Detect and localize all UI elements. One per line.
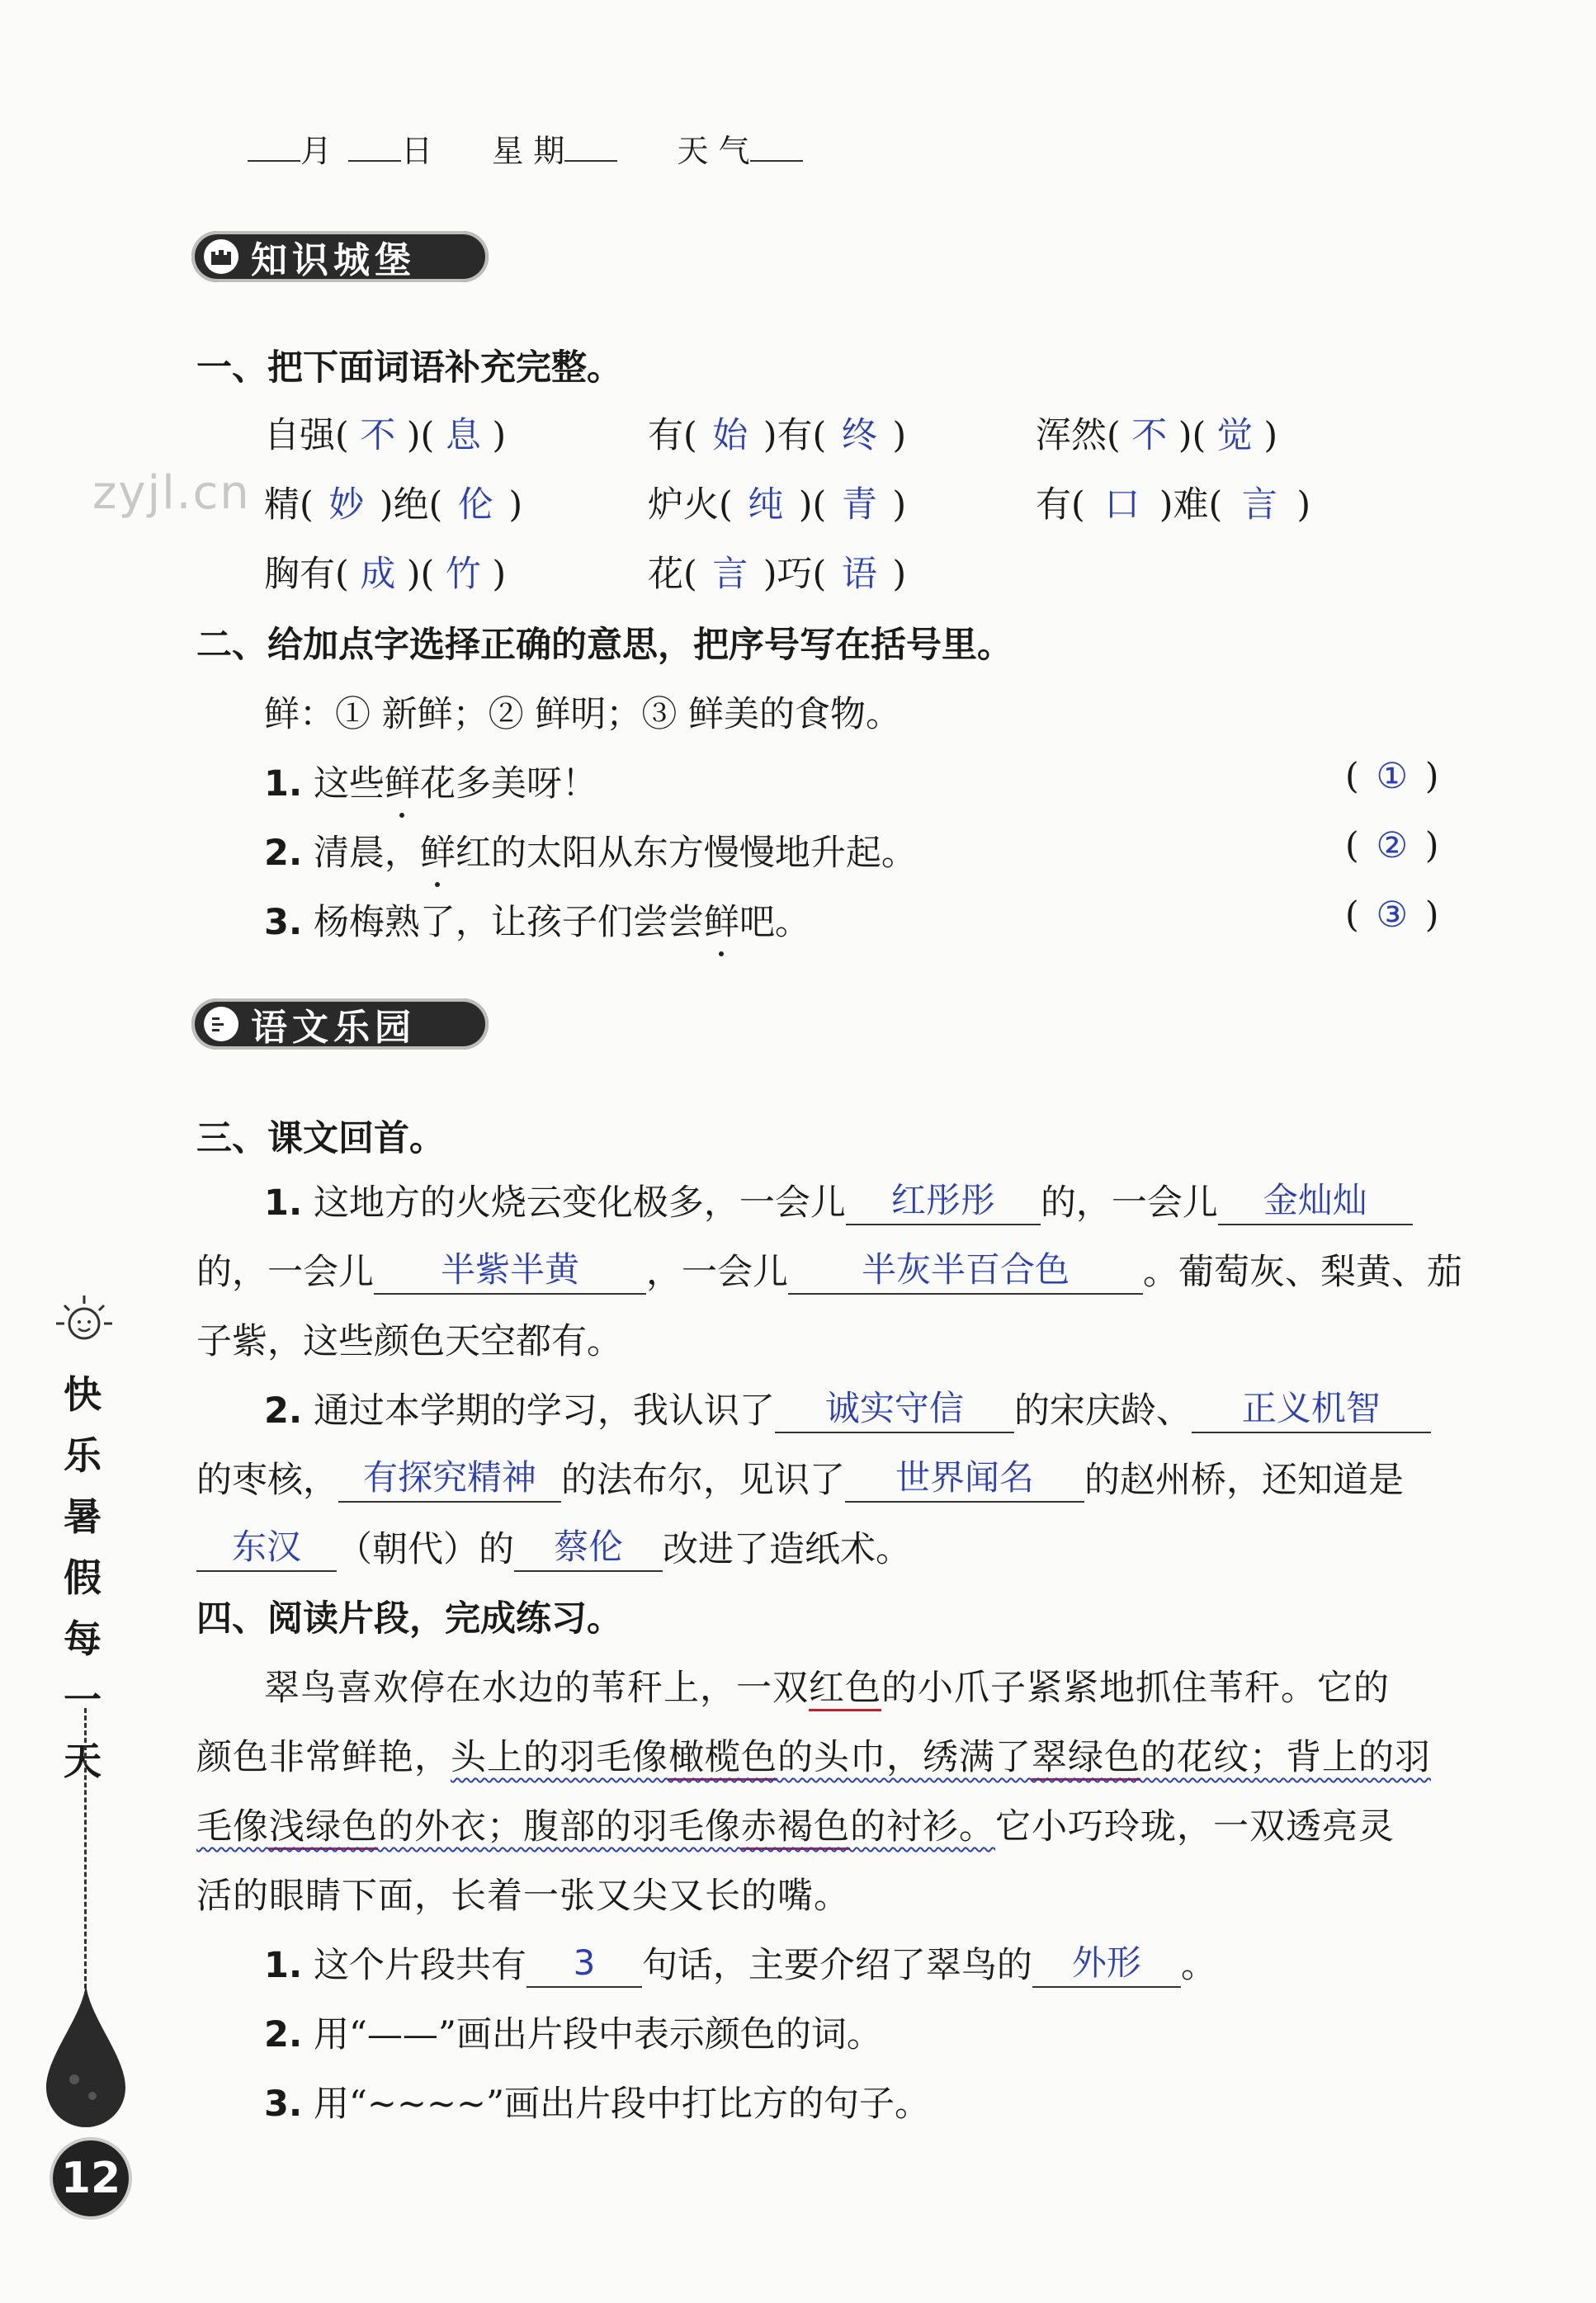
q1-item: 胸有( 成 )( 竹 ) (264, 554, 507, 595)
q2-answer: ( ③ ) (1345, 894, 1439, 936)
book-icon (203, 1006, 239, 1042)
answer-blank: 金灿灿 (1218, 1177, 1413, 1225)
q2-answer: ( ② ) (1345, 825, 1439, 866)
q4-title: 四、阅读片段，完成练习。 (196, 1598, 622, 1640)
q4-item: 1. 这个片段共有 3 句话，主要介绍了翠鸟的 外形 。 (264, 1937, 1216, 1988)
passage-line: 翠鸟喜欢停在水边的苇秆上，一双红色的小爪子紧紧地抓住苇秆。它的 (264, 1660, 1390, 1711)
q1-item: 有( 口 )难( 言 ) (1036, 484, 1311, 526)
q3-p1-line2: 的，一会儿 半紫半黄 ，一会儿 半灰半百合色 。葡萄灰、梨黄、茄 (196, 1244, 1462, 1295)
passage-line: 颜色非常鲜艳，头上的羽毛像橄榄色的头巾，绣满了翠绿色的花纹；背上的羽 (196, 1730, 1431, 1780)
side-dashed-line (84, 1708, 87, 1989)
banner-title: 语文乐园 (251, 1007, 416, 1049)
day-label: 日 (401, 133, 433, 169)
answer-blank: 半紫半黄 (374, 1247, 646, 1295)
week-label: 星 期 (492, 133, 565, 169)
answer-blank: 正义机智 (1192, 1385, 1431, 1433)
q3-p2-line1: 2. 通过本学期的学习，我认识了 诚实守信 的宋庆龄、 正义机智 (264, 1383, 1431, 1433)
q1-item: 自强( 不 )( 息 ) (264, 415, 507, 456)
q3-p1-line3: 子紫，这些颜色天空都有。 (196, 1321, 622, 1362)
q3-p1-line1: 1. 这地方的火烧云变化极多，一会儿 红彤彤 的，一会儿 金灿灿 (264, 1175, 1413, 1225)
answer-blank: 世界闻名 (845, 1455, 1084, 1503)
banner-title: 知识城堡 (251, 239, 416, 281)
page-number: 12 (50, 2137, 132, 2220)
q1-item: 炉火( 纯 )( 青 ) (648, 484, 907, 526)
q2-item: 2. 清晨，鲜红的太阳从东方慢慢地升起。 (264, 833, 917, 874)
answer-blank: 半灰半百合色 (788, 1247, 1143, 1295)
date-line (248, 125, 803, 171)
q3-p2-line2: 的枣核， 有探究精神 的法布尔，见识了 世界闻名 的赵州桥，还知道是 (196, 1452, 1404, 1503)
castle-icon (203, 238, 239, 275)
answer-blank: 红彤彤 (846, 1177, 1041, 1225)
passage-line: 毛像浅绿色的外衣；腹部的羽毛像赤褐色的衬衫。它小巧玲珑，一双透亮灵 (196, 1799, 1395, 1849)
drop-icon (46, 1980, 125, 2129)
q1-item: 花( 言 )巧( 语 ) (648, 554, 907, 595)
passage-line: 活的眼睛下面，长着一张又尖又长的嘴。 (196, 1876, 850, 1917)
q3-p2-line3: 东汉 （朝代）的 蔡伦 改进了造纸术。 (196, 1522, 911, 1572)
answer-blank: 蔡伦 (514, 1524, 663, 1572)
section-banner-knowledge (191, 231, 489, 282)
section-banner-chinese (191, 998, 489, 1050)
answer-blank: 有探究精神 (338, 1455, 561, 1503)
q3-title: 三、课文回首。 (196, 1118, 445, 1159)
answer-blank: 3 (526, 1940, 642, 1988)
weather-label: 天 气 (677, 133, 750, 169)
q1-item: 精( 妙 )绝( 伦 ) (264, 484, 523, 526)
q2-item: 1. 这些鲜花多美呀！ (264, 763, 597, 805)
sun-icon (51, 1287, 117, 1353)
q4-item: 3. 用“~~~~”画出片段中打比方的句子。 (264, 2084, 931, 2125)
q1-item: 浑然( 不 )( 觉 ) (1036, 415, 1278, 456)
q1-title: 一、把下面词语补充完整。 (196, 347, 622, 389)
q1-item: 有( 始 )有( 终 ) (648, 415, 907, 456)
q2-item: 3. 杨梅熟了，让孩子们尝尝鲜吧。 (264, 902, 810, 943)
answer-blank: 东汉 (196, 1524, 337, 1572)
q2-title: 二、给加点字选择正确的意思，把序号写在括号里。 (196, 625, 1013, 666)
q4-item: 2. 用“——”画出片段中表示颜色的词。 (264, 2014, 882, 2055)
answer-blank: 诚实守信 (775, 1385, 1014, 1433)
watermark: zyjl.cn (92, 466, 251, 520)
answer-blank: 外形 (1032, 1940, 1181, 1988)
side-title: 快 乐 暑 假 每 一 天 (64, 1372, 102, 1783)
q2-definition: 鲜：① 新鲜；② 鲜明；③ 鲜美的食物。 (264, 694, 902, 735)
month-label: 月 (300, 133, 333, 169)
q2-answer: ( ① ) (1345, 756, 1439, 797)
